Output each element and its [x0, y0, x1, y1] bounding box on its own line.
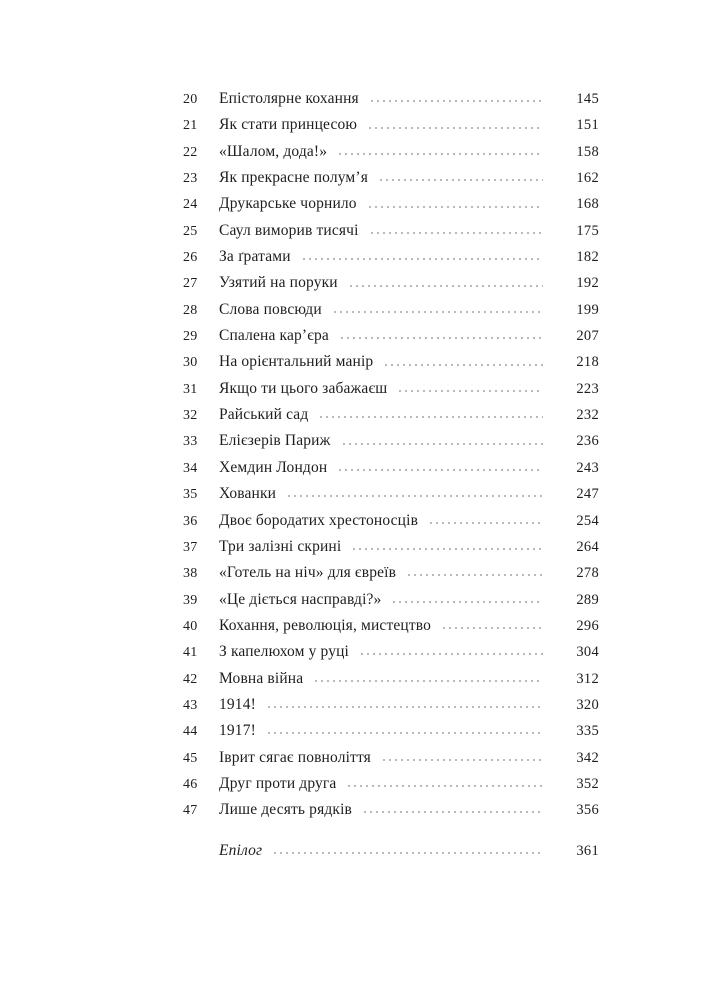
toc-entry: [183, 745, 599, 771]
chapter-number: 38: [183, 566, 198, 582]
chapter-title: З капелюхом у руці: [219, 643, 350, 661]
chapter-number: 45: [183, 750, 198, 766]
chapter-title: Іврит сягає повноліття: [219, 748, 371, 766]
toc-entry: [183, 244, 599, 270]
page-number: 168: [576, 196, 599, 213]
chapter-number: 24: [183, 197, 198, 213]
dot-leader: [313, 680, 543, 682]
toc-entry: [183, 349, 599, 375]
page-number: 247: [576, 486, 599, 503]
toc-entry: [183, 112, 599, 138]
dot-leader: [378, 179, 543, 181]
chapter-number: 41: [183, 645, 198, 661]
chapter-number: 29: [183, 329, 198, 345]
chapter-number: 36: [183, 513, 198, 529]
epilogue-title: Епілог: [219, 841, 263, 859]
chapter-number: 37: [183, 539, 198, 555]
dot-leader: [383, 364, 543, 366]
chapter-number: 20: [183, 92, 198, 107]
chapter-title: Мовна війна: [219, 669, 304, 687]
page-number: 320: [576, 696, 599, 713]
chapter-title: Слова повсюди: [219, 300, 322, 318]
chapter-title: Саул виморив тисячі: [219, 221, 359, 239]
toc-entry: [183, 376, 599, 402]
toc-entry: [183, 455, 599, 481]
chapter-number: 46: [183, 776, 198, 792]
dot-leader: [391, 601, 543, 603]
toc-entry: [183, 191, 599, 217]
chapter-title: Узятий на поруки: [219, 274, 338, 292]
page-number: 289: [576, 591, 599, 608]
toc-entry: [183, 218, 599, 244]
dot-leader: [341, 443, 544, 445]
dot-leader: [318, 416, 543, 418]
toc-entry: [183, 797, 599, 823]
chapter-number: 39: [183, 592, 198, 608]
chapter-number: 35: [183, 487, 198, 503]
chapter-title: Три залізні скрині: [219, 537, 342, 555]
dot-leader: [367, 206, 543, 208]
page-number: 361: [576, 842, 599, 859]
toc-entry: [183, 481, 599, 507]
chapter-number: 40: [183, 618, 198, 634]
page-number: 175: [576, 222, 599, 239]
toc-entry: [183, 692, 599, 718]
chapter-number: 30: [183, 355, 198, 371]
chapter-title: Друкарське чорнило: [219, 195, 357, 213]
chapter-number: 26: [183, 250, 198, 266]
page-number: 254: [576, 512, 599, 529]
dot-leader: [369, 232, 543, 234]
page-number: 352: [576, 775, 599, 792]
page-number: 218: [576, 354, 599, 371]
chapter-title: Кохання, революція, мистецтво: [219, 616, 432, 634]
dot-leader: [272, 852, 543, 854]
dot-leader: [441, 627, 543, 629]
page-number: 145: [576, 91, 599, 107]
page-number: 312: [576, 670, 599, 687]
page-number: 162: [576, 170, 599, 187]
dot-leader: [428, 522, 543, 524]
chapter-number: 22: [183, 144, 198, 160]
chapter-title: Епістолярне кохання: [219, 90, 359, 107]
toc-entry: [183, 323, 599, 349]
page-number: 296: [576, 617, 599, 634]
chapter-title: Лише десять рядків: [219, 801, 352, 819]
page-number: 304: [576, 644, 599, 661]
dot-leader: [266, 706, 543, 708]
chapter-number: 42: [183, 671, 198, 687]
chapter-title: 1917!: [219, 722, 256, 740]
toc-entry-epilogue: [183, 838, 599, 864]
chapter-number: 33: [183, 434, 198, 450]
chapter-title: На орієнтальний манір: [219, 353, 374, 371]
toc-entry: [183, 86, 599, 112]
chapter-title: Хемдин Лондон: [219, 458, 328, 476]
dot-leader: [381, 759, 543, 761]
dot-leader: [367, 127, 543, 129]
chapter-title: 1914!: [219, 695, 256, 713]
page-number: 207: [576, 328, 599, 345]
chapter-number: 44: [183, 724, 198, 740]
toc-entry: [183, 165, 599, 191]
page-number: 264: [576, 538, 599, 555]
chapter-title: Як стати принцесою: [219, 116, 358, 134]
toc-entry: [183, 139, 599, 165]
toc-entry: [183, 666, 599, 692]
chapter-number: 23: [183, 171, 198, 187]
page-number: 278: [576, 565, 599, 582]
chapter-title: Хованки: [219, 485, 277, 503]
toc-entry: [183, 428, 599, 454]
dot-leader: [332, 311, 543, 313]
toc-entry: [183, 718, 599, 744]
dot-leader: [266, 732, 543, 734]
dot-leader: [362, 811, 543, 813]
chapter-number: 28: [183, 302, 198, 318]
chapter-number: 21: [183, 118, 198, 134]
dot-leader: [369, 100, 543, 102]
chapter-title: Друг проти друга: [219, 774, 337, 792]
page-number: 192: [576, 275, 599, 292]
chapter-number: 25: [183, 223, 198, 239]
page-number: 151: [576, 117, 599, 134]
page-number: 223: [576, 380, 599, 397]
page-number: 335: [576, 723, 599, 740]
toc-entry: [183, 297, 599, 323]
toc-entry: [183, 508, 599, 534]
toc-entry: [183, 534, 599, 560]
page-number: 232: [576, 407, 599, 424]
toc-entry: [183, 639, 599, 665]
chapter-title: Двоє бородатих хрестоносців: [219, 511, 419, 529]
page-number: 158: [576, 143, 599, 160]
chapter-number: 32: [183, 408, 198, 424]
dot-leader: [337, 469, 543, 471]
dot-leader: [406, 574, 543, 576]
dot-leader: [359, 653, 543, 655]
chapter-title: Якщо ти цього забажаєш: [219, 379, 388, 397]
chapter-title: «Шалом, дода!»: [219, 142, 328, 160]
dot-leader: [286, 495, 543, 497]
page-number: 182: [576, 249, 599, 266]
table-of-contents: [183, 86, 599, 864]
toc-entry: [183, 771, 599, 797]
chapter-number: 47: [183, 803, 198, 819]
dot-leader: [346, 785, 543, 787]
chapter-number: 27: [183, 276, 198, 292]
dot-leader: [397, 390, 543, 392]
dot-leader: [337, 153, 543, 155]
page-number: 356: [576, 802, 599, 819]
toc-entry: [183, 613, 599, 639]
page-number: 236: [576, 433, 599, 450]
chapter-number: 31: [183, 381, 198, 397]
page-number: 342: [576, 749, 599, 766]
chapter-title: Спалена кар’єра: [219, 327, 329, 345]
page-number: 199: [576, 301, 599, 318]
chapter-title: Райський сад: [219, 406, 309, 424]
dot-leader: [348, 285, 543, 287]
dot-leader: [351, 548, 543, 550]
toc-entry: [183, 402, 599, 428]
chapter-title: «Готель на ніч» для євреїв: [219, 564, 397, 582]
dot-leader: [301, 258, 543, 260]
toc-entry: [183, 560, 599, 586]
page-number: 243: [576, 459, 599, 476]
chapter-title: Елієзерів Париж: [219, 432, 331, 450]
chapter-number: 43: [183, 697, 198, 713]
chapter-title: За ґратами: [219, 248, 291, 266]
chapter-title: Як прекрасне полум’я: [219, 169, 368, 187]
toc-entry: [183, 587, 599, 613]
chapter-title: «Це діється насправді?»: [219, 590, 382, 608]
toc-entry: [183, 270, 599, 296]
dot-leader: [339, 337, 543, 339]
chapter-number: 34: [183, 460, 198, 476]
